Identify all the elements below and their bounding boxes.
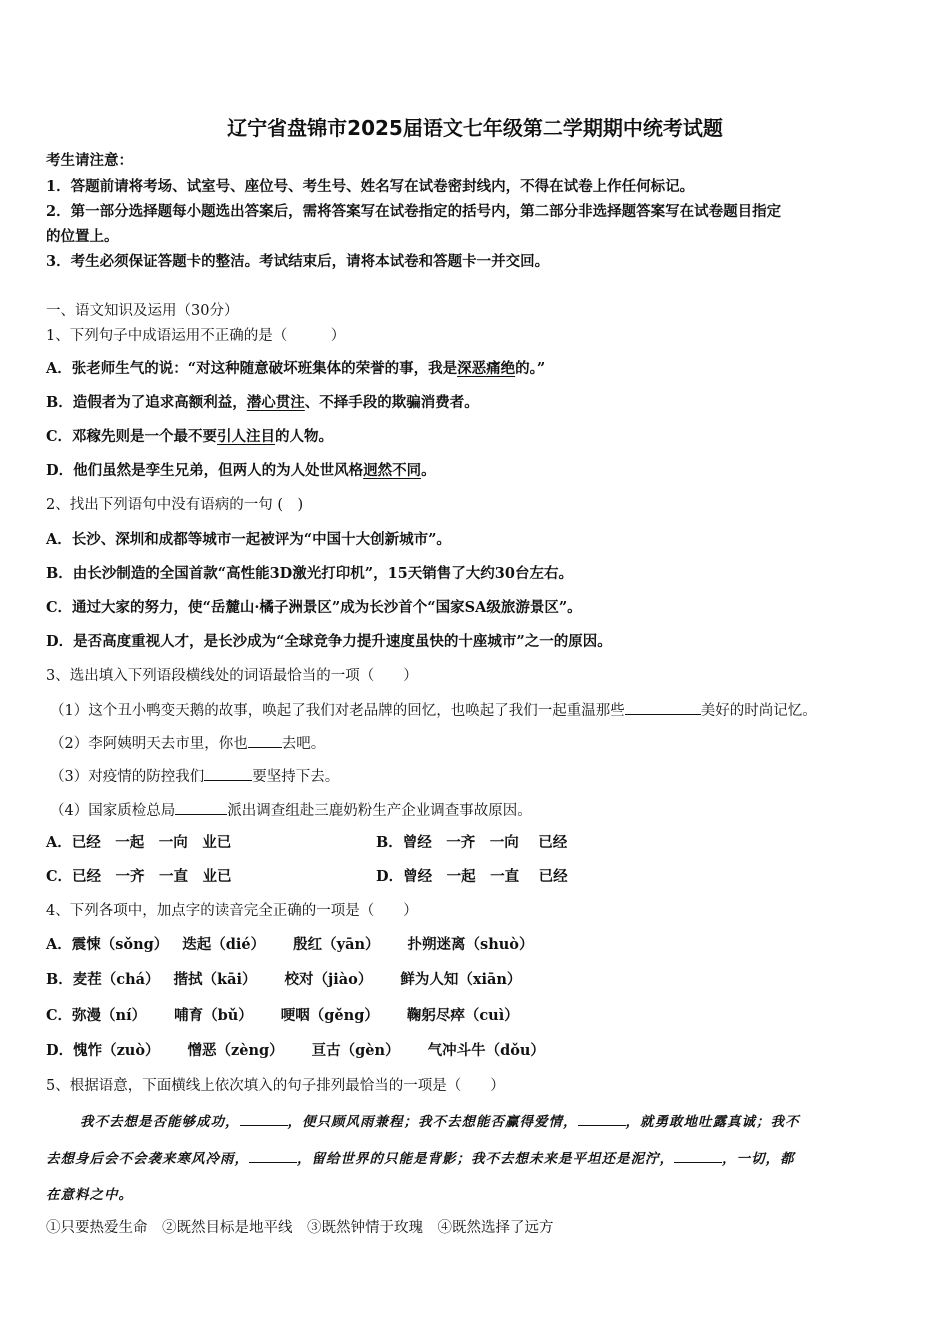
q3-s4-blank [175,800,227,815]
q3-s3-blank [204,766,252,781]
q4-option-a [46,935,533,955]
q5-p2-tail: ，一切，都 [722,1151,795,1167]
q3-option-c: C．已经 一齐 一直 业已 [46,868,232,885]
q4-d-item-4: 气冲斗牛（dǒu） [427,1042,545,1059]
q4-stem: 4、下列各项中，加点字的读音完全正确的一项是（ ） [46,903,418,919]
q1-option-c [46,427,333,447]
q4-c-item-3: 哽咽（gěng） [280,1007,379,1024]
q3-s3-tail: 要坚持下去。 [252,769,340,785]
q3-sentence-3 [50,766,339,787]
q3-s1-tail: 美好的时尚记忆。 [700,703,817,719]
q4-a-item-3: 殷红（yān） [293,936,380,953]
q5-p1-tail: ，就勇敢地吐露真诚；我不 [625,1114,800,1130]
q4-a-item-1: 震悚（sǒng） [71,936,169,953]
q1-d-idiom: 迥然不同 [363,462,422,479]
q5-passage-line-2 [46,1148,795,1169]
q1-a-text: A．张老师生气的说：“对这种随意破坏班集体的荣誉的事，我是 [46,360,458,377]
q3-sentence-2 [50,733,325,754]
q4-option-b [46,970,521,990]
notice-item-2: 2．第一部分选择题每小题选出答案后，需将答案写在试卷指定的括号内，第二部分非选择题答案写在试卷题目指定 [46,203,782,220]
q3-s2-tail: 去吧。 [281,736,326,752]
q5-blank-2 [578,1111,626,1126]
page-title: 辽宁省盘锦市2025届语文七年级第二学期期中统考试题 [227,116,723,140]
q1-c-text: C．邓稼先则是一个最不要 [46,428,218,445]
q4-d-item-2: 憎恶（zèng） [187,1042,284,1059]
q4-a-item-4: 扑朔迷离（shuò） [407,936,534,953]
q1-b-idiom: 潜心贯注 [246,394,305,411]
q4-c-label: C． [46,1007,73,1024]
q5-passage-line-3: 在意料之中。 [46,1187,133,1203]
q4-b-item-2: 揩拭（kāi） [173,971,257,988]
notice-item-1: 1．答题前请将考场、试室号、座位号、考生号、姓名写在试卷密封线内，不得在试卷上作任何标记。 [46,178,695,195]
notice-item-2-cont: 的位置上。 [46,228,119,245]
q5-p2-text: 去想身后会不会袭来寒风冷雨， [46,1151,249,1167]
notice-item-3: 3．考生必须保证答题卡的整洁。考试结束后，请将本试卷和答题卡一并交回。 [46,253,550,270]
q5-p2-mid: ，留给世界的只能是背影；我不去想未来是平坦还是泥泞， [297,1151,674,1167]
q1-c-tail: 的人物。 [275,428,334,445]
q4-option-d [46,1041,545,1061]
q4-c-item-4: 鞠躬尽瘁（cuì） [406,1007,519,1024]
q4-c-item-1: 弥漫（ní） [72,1007,147,1024]
q5-p1-text: 我不去想是否能够成功， [80,1114,240,1130]
q1-option-b [46,393,479,413]
q1-c-idiom: 引人注目 [217,428,276,445]
q2-option-a: A．长沙、深圳和成都等城市一起被评为“中国十大创新城市”。 [46,531,451,548]
q4-option-c [46,1006,519,1026]
q3-sentence-1 [50,700,817,721]
q1-stem: 1、下列句子中成语运用不正确的是（ ） [46,328,346,344]
q3-option-d: D．曾经 一起 一直 已经 [376,868,568,885]
q4-c-item-2: 哺育（bǔ） [174,1007,253,1024]
q5-blank-4 [674,1148,722,1163]
q4-d-item-3: 亘古（gèn） [311,1042,400,1059]
q3-s2-blank [248,733,282,748]
q3-option-b: B．曾经 一齐 一向 已经 [376,834,568,851]
q2-option-b: B．由长沙制造的全国首款“高性能3D激光打印机”，15天销售了大约30台左右。 [46,565,573,582]
q1-a-idiom: 深恶痛绝 [457,360,516,377]
q5-stem: 5、根据语意，下面横线上依次填入的句子排列最恰当的一项是（ ） [46,1078,505,1094]
q4-b-item-1: 麦茬（chá） [72,971,160,988]
q1-d-tail: 。 [421,462,436,479]
q3-s1-blank [625,700,701,715]
q4-a-label: A． [46,936,72,953]
q3-sentence-4 [50,800,532,821]
notice-heading: 考生请注意： [46,152,133,169]
q4-b-label: B． [46,971,73,988]
q5-p1-mid: ，便只顾风雨兼程；我不去想能否赢得爱情， [287,1114,578,1130]
q5-sentence-options: ①只要热爱生命 ②既然目标是地平线 ③既然钟情于玫瑰 ④既然选择了远方 [46,1220,554,1236]
q1-d-text: D．他们虽然是孪生兄弟，但两人的为人处世风格 [46,462,364,479]
section-heading: 一、语文知识及运用（30分） [46,303,239,319]
q1-option-a [46,359,545,379]
q3-option-a: A．已经 一起 一向 业已 [46,834,232,851]
q1-a-tail: 的。” [515,360,546,377]
q2-stem: 2、找出下列语句中没有语病的一句 ( ) [46,497,304,513]
q3-s4-text: （4）国家质检总局 [50,803,176,819]
q3-s3-text: （3）对疫情的防控我们 [50,769,205,785]
q2-option-d: D．是否高度重视人才，是长沙成为“全球竞争力提升速度虽快的十座城市”之一的原因。 [46,633,612,650]
q1-b-text: B．造假者为了追求高额利益， [46,394,247,411]
q5-passage-line-1 [80,1111,800,1132]
q5-blank-1 [240,1111,288,1126]
q4-b-item-3: 校对（jiào） [284,971,373,988]
q4-d-item-1: 愧怍（zuò） [73,1042,160,1059]
q1-b-tail: 、不择手段的欺骗消费者。 [304,394,479,411]
q2-option-c: C．通过大家的努力，使“岳麓山·橘子洲景区”成为长沙首个“国家SA级旅游景区”。 [46,599,582,616]
q1-option-d [46,461,436,481]
q3-s1-text: （1）这个丑小鸭变天鹅的故事，唤起了我们对老品牌的回忆，也唤起了我们一起重温那些 [50,703,625,719]
q4-d-label: D． [46,1042,74,1059]
q4-a-item-2: 迭起（dié） [182,936,266,953]
q4-b-item-4: 鲜为人知（xiān） [400,971,522,988]
q3-s4-tail: 派出调查组赴三鹿奶粉生产企业调查事故原因。 [227,803,532,819]
q5-blank-3 [249,1148,297,1163]
q3-stem: 3、选出填入下列语段横线处的词语最恰当的一项（ ） [46,668,418,684]
q3-s2-text: （2）李阿姨明天去市里，你也 [50,736,248,752]
